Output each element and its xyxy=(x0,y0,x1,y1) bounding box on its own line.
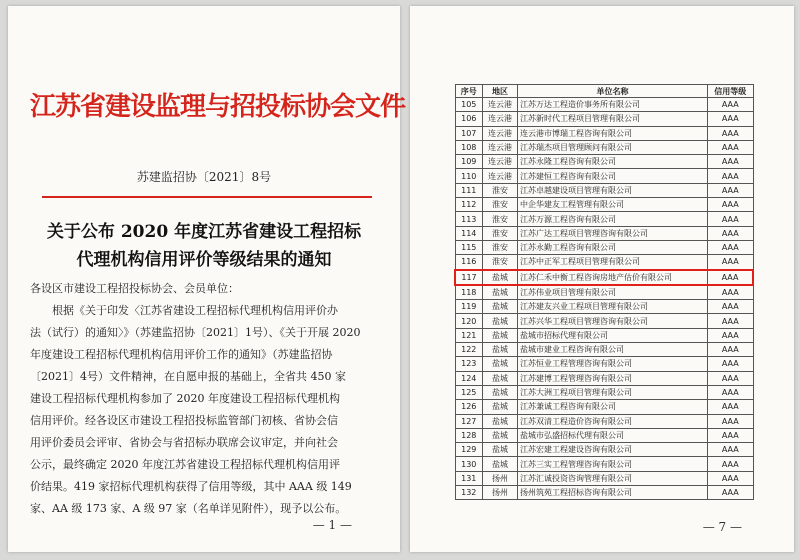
cell-grade: AAA xyxy=(708,457,754,471)
letterhead-red-rule xyxy=(42,196,372,198)
table-row xyxy=(455,240,753,254)
cell-region: 连云港 xyxy=(483,112,518,126)
cell-region: 淮安 xyxy=(483,198,518,212)
cell-grade: AAA xyxy=(708,285,754,300)
cell-grade: AAA xyxy=(708,343,754,357)
cell-grade: AAA xyxy=(708,314,754,328)
cell-company: 连云港市博瑞工程咨询有限公司 xyxy=(518,126,708,140)
cell-serial: 121 xyxy=(455,328,483,342)
cell-region: 淮安 xyxy=(483,255,518,270)
cell-region: 盐城 xyxy=(483,414,518,428)
cell-company: 江苏宏建工程建设咨询有限公司 xyxy=(518,443,708,457)
cell-grade: AAA xyxy=(708,357,754,371)
cell-region: 扬州 xyxy=(483,471,518,485)
cell-grade: AAA xyxy=(708,443,754,457)
cell-grade: AAA xyxy=(708,486,754,500)
cell-grade: AAA xyxy=(708,270,754,285)
table-row xyxy=(455,457,753,471)
cell-region: 盐城 xyxy=(483,371,518,385)
header-company: 单位名称 xyxy=(518,85,708,98)
cell-company: 江苏瑞杰项目管理顾问有限公司 xyxy=(518,140,708,154)
cell-grade: AAA xyxy=(708,155,754,169)
cell-company: 江苏中正军工程项目管理有限公司 xyxy=(518,255,708,270)
table-row xyxy=(455,198,753,212)
table-row xyxy=(455,486,753,500)
body-line: 信用评价。经各设区市建设工程招投标监管部门初核、省协会信 xyxy=(30,414,338,427)
header-region: 地区 xyxy=(483,85,518,98)
cell-grade: AAA xyxy=(708,140,754,154)
cell-grade: AAA xyxy=(708,240,754,254)
cell-region: 连云港 xyxy=(483,126,518,140)
cell-company: 扬州筑苑工程招标咨询有限公司 xyxy=(518,486,708,500)
table-row xyxy=(455,183,753,197)
cell-company: 江苏建博工程管理咨询有限公司 xyxy=(518,371,708,385)
notice-title-line: 代理机构信用评价等级结果的通知 xyxy=(76,250,332,270)
table-row xyxy=(455,385,753,399)
cell-grade: AAA xyxy=(708,126,754,140)
notice-title xyxy=(8,218,400,274)
cell-grade: AAA xyxy=(708,98,754,112)
cell-grade: AAA xyxy=(708,212,754,226)
cell-region: 盐城 xyxy=(483,314,518,328)
body-line: 年度建设工程招标代理机构信用评价工作的通知》（苏建监招协 xyxy=(30,348,333,361)
cell-serial: 109 xyxy=(455,155,483,169)
table-row xyxy=(455,400,753,414)
cell-company: 江苏大洲工程项目管理有限公司 xyxy=(518,385,708,399)
cell-region: 盐城 xyxy=(483,385,518,399)
cell-serial: 127 xyxy=(455,414,483,428)
cell-company: 江苏伟业项目管理有限公司 xyxy=(518,285,708,300)
table-row xyxy=(455,226,753,240)
cell-serial: 113 xyxy=(455,212,483,226)
cell-company: 江苏双清工程造价咨询有限公司 xyxy=(518,414,708,428)
cell-company: 江苏永隆工程咨询有限公司 xyxy=(518,155,708,169)
cell-company: 盐城市弘盛招标代理有限公司 xyxy=(518,428,708,442)
cell-serial: 131 xyxy=(455,471,483,485)
body-line: 用评价委员会评审、省协会与省招标办联席会议审定，并向社会 xyxy=(30,436,338,449)
header-grade: 信用等级 xyxy=(708,85,754,98)
table-row xyxy=(455,428,753,442)
cell-serial: 124 xyxy=(455,371,483,385)
cell-company: 江苏广达工程项目管理咨询有限公司 xyxy=(518,226,708,240)
cell-serial: 114 xyxy=(455,226,483,240)
cell-serial: 122 xyxy=(455,343,483,357)
table-row xyxy=(455,357,753,371)
table-row xyxy=(455,126,753,140)
cell-company: 江苏建友兴业工程项目管理有限公司 xyxy=(518,300,708,314)
cell-serial: 123 xyxy=(455,357,483,371)
body-line: 家、AA 级 173 家、A 级 97 家（名单详见附件），现予以公布。 xyxy=(30,502,347,515)
cell-serial: 118 xyxy=(455,285,483,300)
cell-grade: AAA xyxy=(708,471,754,485)
table-row xyxy=(455,212,753,226)
cell-region: 连云港 xyxy=(483,140,518,154)
cell-company: 江苏建恒工程咨询有限公司 xyxy=(518,169,708,183)
body-line: 根据《关于印发〈江苏省建设工程招标代理机构信用评价办 xyxy=(52,304,338,317)
cell-grade: AAA xyxy=(708,428,754,442)
body-line: 建设工程招标代理机构参加了 2020 年度建设工程招标代理机构 xyxy=(30,392,340,405)
cell-region: 盐城 xyxy=(483,300,518,314)
cell-region: 盐城 xyxy=(483,357,518,371)
cell-region: 盐城 xyxy=(483,285,518,300)
cell-serial: 105 xyxy=(455,98,483,112)
table-row xyxy=(455,371,753,385)
cell-serial: 119 xyxy=(455,300,483,314)
body-line: 各设区市建设工程招投标协会、会员单位： xyxy=(30,282,239,295)
cell-region: 淮安 xyxy=(483,212,518,226)
cell-region: 连云港 xyxy=(483,98,518,112)
cell-region: 盐城 xyxy=(483,343,518,357)
cell-region: 淮安 xyxy=(483,240,518,254)
table-row xyxy=(455,300,753,314)
cell-serial: 116 xyxy=(455,255,483,270)
cell-region: 扬州 xyxy=(483,486,518,500)
cell-company: 江苏三实工程管理咨询有限公司 xyxy=(518,457,708,471)
letterhead-title: 江苏省建设监理与招投标协会文件 xyxy=(30,92,406,122)
cell-company: 中企华建友工程管理有限公司 xyxy=(518,198,708,212)
table-body xyxy=(455,98,753,500)
cell-region: 盐城 xyxy=(483,328,518,342)
cell-grade: AAA xyxy=(708,414,754,428)
cell-grade: AAA xyxy=(708,112,754,126)
notice-title-line: 关于公布 2020 年度江苏省建设工程招标 xyxy=(46,222,362,242)
cell-region: 淮安 xyxy=(483,183,518,197)
cell-serial: 120 xyxy=(455,314,483,328)
table-row-highlighted xyxy=(455,270,753,285)
table-row xyxy=(455,169,753,183)
cell-serial: 112 xyxy=(455,198,483,212)
document-page-left xyxy=(8,6,406,552)
page-number: — 7 — xyxy=(702,520,742,534)
cell-serial: 129 xyxy=(455,443,483,457)
cell-serial: 125 xyxy=(455,385,483,399)
body-line: 价结果。419 家招标代理机构获得了信用等级，其中 AAA 级 149 xyxy=(30,480,352,493)
body-line: 法（试行）的通知〉》（苏建监招协〔2021〕1号）、《关于开展 2020 xyxy=(30,326,361,339)
cell-company: 江苏汇诚投资咨询管理有限公司 xyxy=(518,471,708,485)
table-row xyxy=(455,112,753,126)
cell-company: 江苏永勤工程咨询有限公司 xyxy=(518,240,708,254)
cell-grade: AAA xyxy=(708,371,754,385)
cell-grade: AAA xyxy=(708,169,754,183)
cell-company: 江苏万源工程咨询有限公司 xyxy=(518,212,708,226)
table-row xyxy=(455,414,753,428)
cell-company: 江苏恒业工程管理咨询有限公司 xyxy=(518,357,708,371)
cell-company: 江苏兴华工程项目管理咨询有限公司 xyxy=(518,314,708,328)
cell-grade: AAA xyxy=(708,226,754,240)
cell-serial: 107 xyxy=(455,126,483,140)
cell-company: 江苏新时代工程项目管理有限公司 xyxy=(518,112,708,126)
table-row xyxy=(455,314,753,328)
credit-rating-table xyxy=(454,84,754,500)
cell-region: 盐城 xyxy=(483,457,518,471)
cell-serial: 130 xyxy=(455,457,483,471)
document-number: 苏建监招协〔2021〕8号 xyxy=(136,170,272,184)
cell-company: 江苏卓越建设项目管理有限公司 xyxy=(518,183,708,197)
body-line: 公示，最终确定 2020 年度江苏省建设工程招标代理机构信用评 xyxy=(30,458,340,471)
table-row xyxy=(455,328,753,342)
cell-company: 江苏万达工程造价事务所有限公司 xyxy=(518,98,708,112)
cell-region: 盐城 xyxy=(483,270,518,285)
notice-body xyxy=(30,278,380,520)
cell-grade: AAA xyxy=(708,328,754,342)
table-row xyxy=(455,471,753,485)
table-row xyxy=(455,98,753,112)
body-line: 〔2021〕4号）文件精神，在自愿申报的基础上，全省共 450 家 xyxy=(30,370,346,383)
cell-serial: 108 xyxy=(455,140,483,154)
cell-grade: AAA xyxy=(708,255,754,270)
header-serial: 序号 xyxy=(455,85,483,98)
cell-grade: AAA xyxy=(708,300,754,314)
cell-region: 连云港 xyxy=(483,155,518,169)
table-row xyxy=(455,343,753,357)
cell-region: 连云港 xyxy=(483,169,518,183)
table-row xyxy=(455,285,753,300)
cell-company: 江苏兼诚工程咨询有限公司 xyxy=(518,400,708,414)
cell-serial: 106 xyxy=(455,112,483,126)
cell-region: 盐城 xyxy=(483,443,518,457)
cell-grade: AAA xyxy=(708,385,754,399)
cell-serial: 115 xyxy=(455,240,483,254)
cell-region: 盐城 xyxy=(483,428,518,442)
cell-region: 淮安 xyxy=(483,226,518,240)
table-header-row xyxy=(455,85,753,98)
cell-serial: 126 xyxy=(455,400,483,414)
cell-region: 盐城 xyxy=(483,400,518,414)
cell-grade: AAA xyxy=(708,400,754,414)
cell-company: 江苏仁禾中衡工程咨询房地产估价有限公司 xyxy=(518,270,708,285)
cell-grade: AAA xyxy=(708,198,754,212)
cell-serial: 111 xyxy=(455,183,483,197)
cell-company: 盐城市建业工程咨询有限公司 xyxy=(518,343,708,357)
table-row xyxy=(455,140,753,154)
cell-serial: 132 xyxy=(455,486,483,500)
cell-serial: 110 xyxy=(455,169,483,183)
cell-serial: 117 xyxy=(455,270,483,285)
page-number: — 1 — xyxy=(312,518,352,532)
cell-serial: 128 xyxy=(455,428,483,442)
table-row xyxy=(455,255,753,270)
cell-grade: AAA xyxy=(708,183,754,197)
table-row xyxy=(455,443,753,457)
table-row xyxy=(455,155,753,169)
document-page-right xyxy=(410,6,794,552)
cell-company: 盐城市招标代理有限公司 xyxy=(518,328,708,342)
